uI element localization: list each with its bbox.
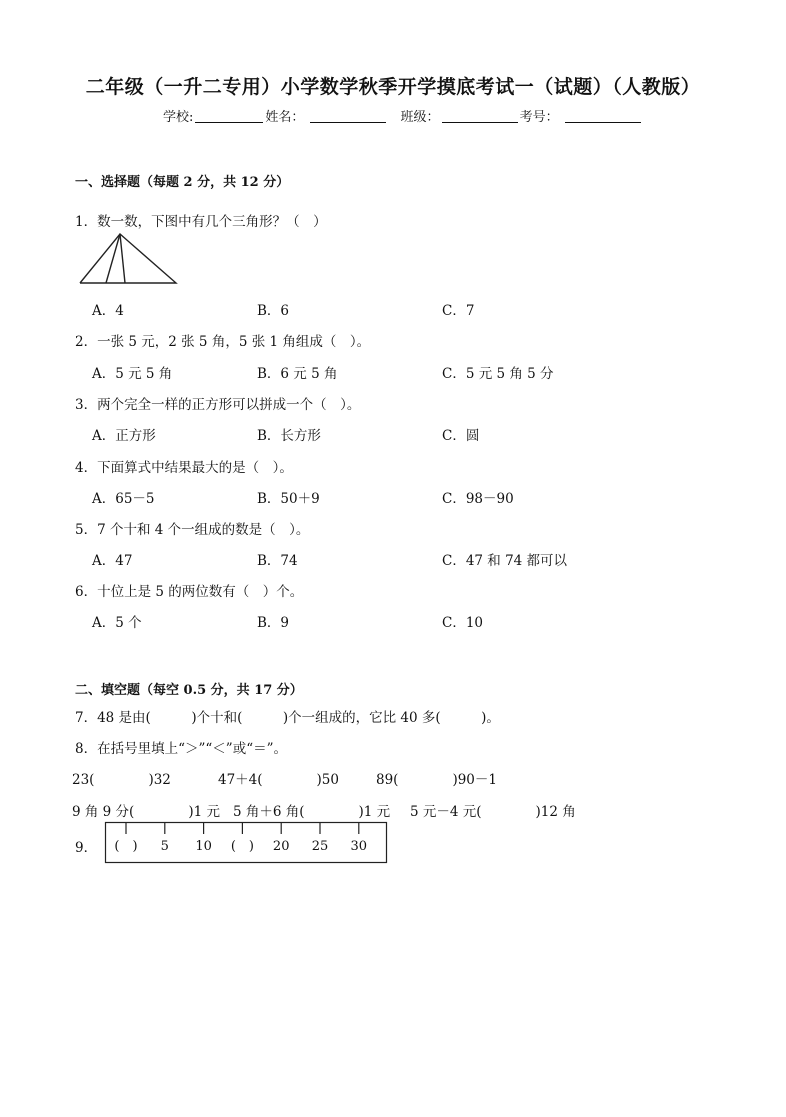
q3-option-b: B．长方形 <box>257 428 321 444</box>
compare-2: 47＋4( )50 <box>218 772 339 788</box>
q3-option-c: C．圆 <box>442 428 480 444</box>
compare-4: 9 角 9 分( )1 元 <box>72 804 220 820</box>
number-line-label: 20 <box>272 839 290 854</box>
number-line-label: 5 <box>160 839 169 854</box>
number-line-label: 25 <box>311 839 329 854</box>
q1-option-c: C．7 <box>442 303 475 319</box>
class-label: 班级： <box>400 110 440 125</box>
q4-option-c: C．98－90 <box>442 491 514 507</box>
compare-3: 89( )90－1 <box>376 772 497 788</box>
q2-option-a: A．5 元 5 角 <box>92 366 173 382</box>
q6-option-c: C．10 <box>442 615 484 631</box>
q6-option-b: B．9 <box>257 615 290 631</box>
compare-5: 5 角＋6 角( )1 元 <box>233 804 391 820</box>
question-2-stem: 2．一张 5 元，2 张 5 角，5 张 1 角组成（ ）。 <box>75 334 371 350</box>
q5-option-c: C．47 和 74 都可以 <box>442 553 568 569</box>
number-line-label: ( ) <box>230 839 254 854</box>
question-1-stem: 1．数一数，下图中有几个三角形？（ ） <box>75 214 327 230</box>
question-3-stem: 3．两个完全一样的正方形可以拼成一个（ ）。 <box>75 397 361 413</box>
compare-6: 5 元－4 元( )12 角 <box>410 804 576 820</box>
number-line-label: ( ) <box>114 839 138 854</box>
question-6-stem: 6．十位上是 5 的两位数有（ ）个。 <box>75 584 304 600</box>
question-4-stem: 4．下面算式中结果最大的是（ ）。 <box>75 460 293 476</box>
section-2-heading: 二、填空题（每空 0.5 分，共 17 分） <box>75 683 303 698</box>
q1-option-b: B．6 <box>257 303 290 319</box>
q4-option-b: B．50＋9 <box>257 491 320 507</box>
q2-option-c: C．5 元 5 角 5 分 <box>442 366 554 382</box>
school-label: 学校: <box>163 110 194 125</box>
number-line-label: 30 <box>350 839 368 854</box>
q3-option-a: A．正方形 <box>92 428 156 444</box>
number-line-ticks <box>126 823 359 834</box>
question-9-label: 9． <box>75 840 98 856</box>
page-title: 二年级（一升二专用）小学数学秋季开学摸底考试一（试题）（人教版） <box>85 76 701 98</box>
q4-option-a: A．65－5 <box>92 491 155 507</box>
question-7-stem: 7．48 是由( )个十和( )个一组成的，它比 40 多( )。 <box>75 710 500 726</box>
question-8-stem: 8．在括号里填上“＞”“＜”或“＝”。 <box>75 741 287 757</box>
q6-option-a: A．5 个 <box>92 615 142 631</box>
question-5-stem: 5．7 个十和 4 个一组成的数是（ ）。 <box>75 522 310 538</box>
q2-option-b: B．6 元 5 角 <box>257 366 338 382</box>
number-line-label: 10 <box>195 839 212 854</box>
compare-1: 23( )32 <box>72 772 171 788</box>
q5-option-b: B．74 <box>257 553 298 569</box>
section-1-heading: 一、选择题（每题 2 分，共 12 分） <box>75 175 290 190</box>
q5-option-a: A．47 <box>92 553 133 569</box>
number-label: 考号： <box>519 110 559 125</box>
number-line-labels <box>114 839 367 854</box>
q1-option-a: A．4 <box>92 303 124 319</box>
name-label: 姓名： <box>265 110 305 125</box>
